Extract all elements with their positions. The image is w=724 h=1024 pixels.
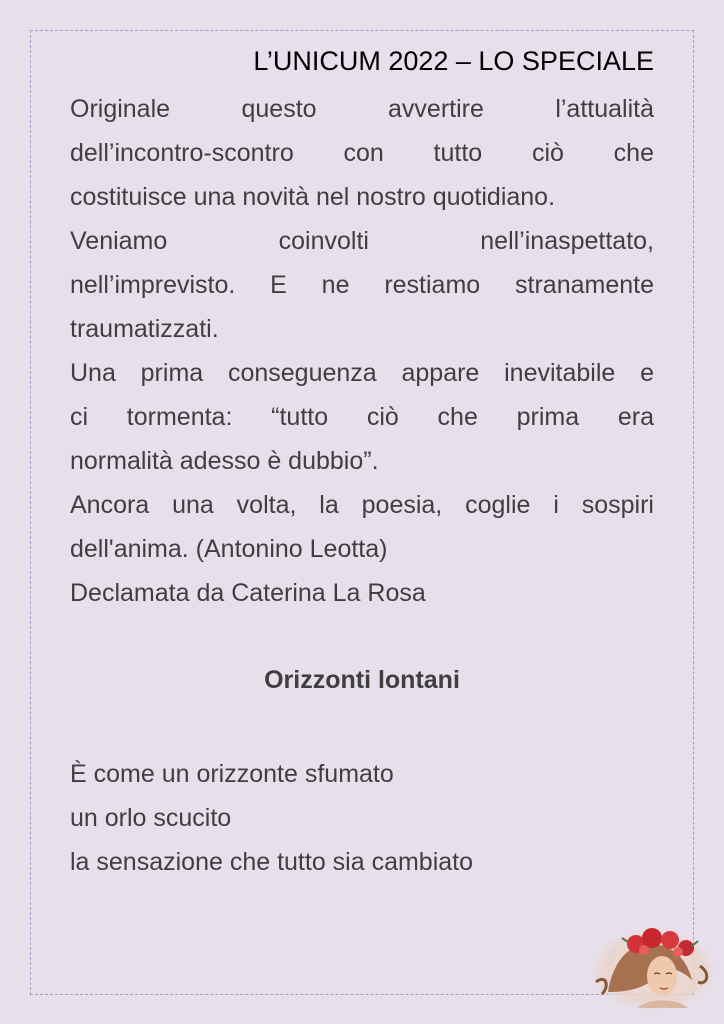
body-line: dell’incontro-scontro con tutto ciò che xyxy=(70,139,654,167)
poem-line: un orlo scucito xyxy=(70,804,232,832)
poem-line: la sensazione che tutto sia cambiato xyxy=(70,848,474,876)
body-line: nell’imprevisto. E ne restiamo stranamente xyxy=(70,271,654,299)
poem-verses xyxy=(70,752,473,884)
poem-line: È come un orizzonte sfumato xyxy=(70,760,394,788)
body-line: ci tormenta: “tutto ciò che prima era xyxy=(70,403,654,431)
body-line: Una prima conseguenza appare inevitabile e xyxy=(70,359,654,387)
body-line: normalità adesso è dubbio”. xyxy=(70,447,379,475)
body-line: traumatizzati. xyxy=(70,315,219,343)
declaimed-by: Declamata da Caterina La Rosa xyxy=(70,579,426,607)
poem-title: Orizzonti lontani xyxy=(264,666,460,694)
article-body xyxy=(70,87,654,615)
body-line: Veniamo coinvolti nell’inaspettato, xyxy=(70,227,654,255)
art-nouveau-woman-portrait-icon xyxy=(588,922,718,1012)
body-line: Ancora una volta, la poesia, coglie i sospiri xyxy=(70,491,654,519)
page-header-title: L’UNICUM 2022 – LO SPECIALE xyxy=(253,46,654,76)
body-line: Originale questo avvertire l’attualità xyxy=(70,95,654,123)
body-line: costituisce una novità nel nostro quotidiano. xyxy=(70,183,556,211)
body-line: dell'anima. (Antonino Leotta) xyxy=(70,535,388,563)
